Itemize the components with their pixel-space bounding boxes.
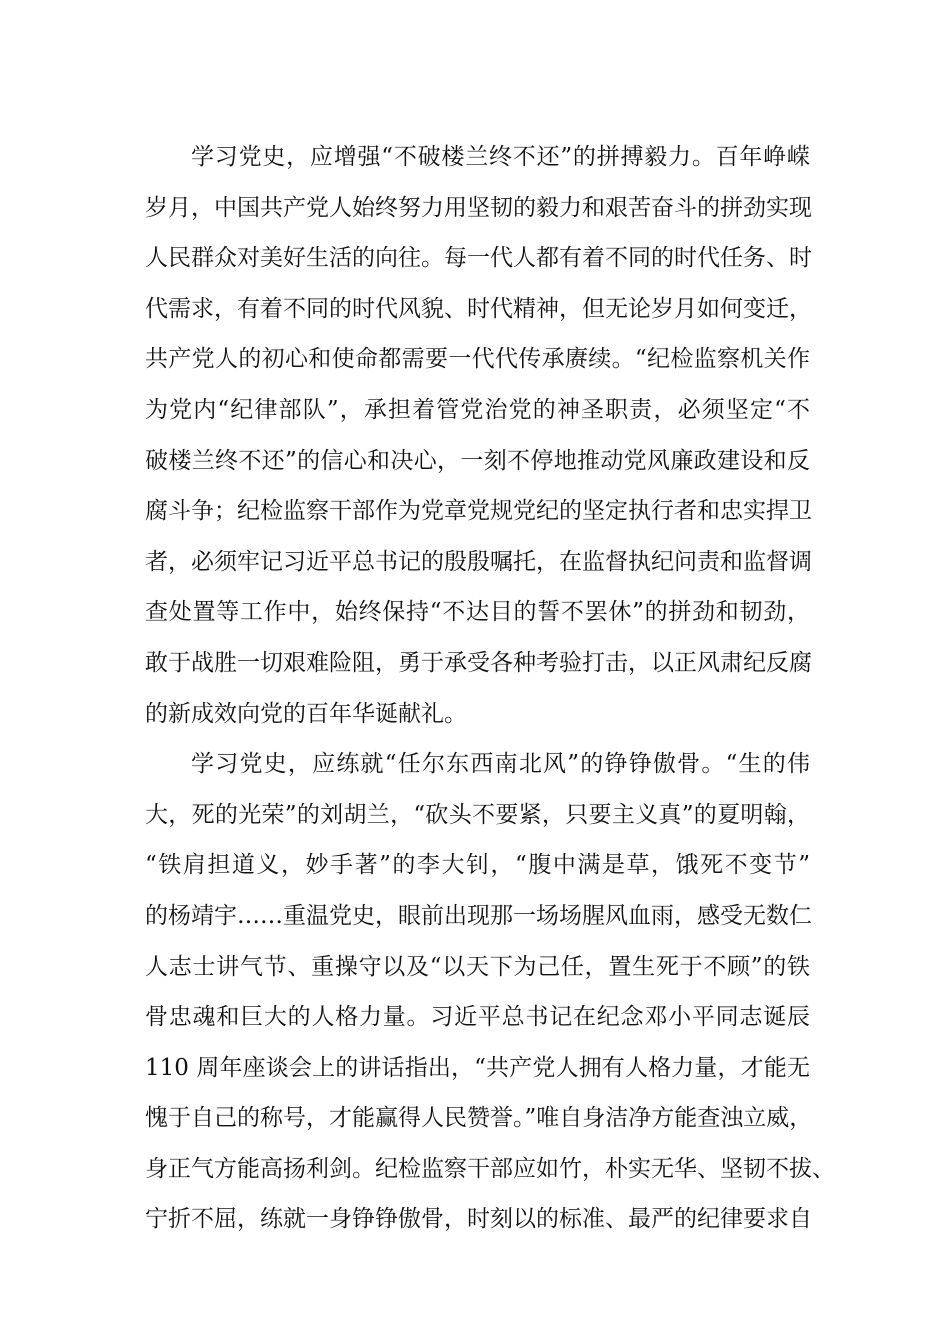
text-line: 人志士讲气节、重操守以及“以天下为己任，置生死于不顾”的铁 (145, 953, 810, 980)
text-line: 破楼兰终不还”的信心和决心，一刻不停地推动党风廉政建设和反 (145, 447, 810, 474)
text-line: 岁月，中国共产党人始终努力用坚韧的毅力和艰苦奋斗的拼劲实现 (145, 194, 812, 221)
text-line: 的新成效向党的百年华诞献礼。 (145, 700, 467, 727)
document-body (145, 132, 835, 1245)
text-line: 共产党人的初心和使命都需要一代代传承赓续。“纪检监察机关作 (145, 346, 810, 373)
text-line: 学习党史，应练就“任尔东西南北风”的铮铮傲骨。“生的伟 (191, 751, 810, 778)
text-line: 腐斗争；纪检监察干部作为党章党规党纪的坚定执行者和忠实捍卫 (145, 498, 812, 525)
text-line: 身正气方能高扬利剑。纪检监察干部应如竹，朴实无华、坚韧不拔、 (145, 1155, 835, 1182)
text-line: 宁折不屈，练就一身铮铮傲骨，时刻以的标准、最严的纪律要求自 (145, 1206, 812, 1233)
text-line: 110 周年座谈会上的讲话指出，“共产党人拥有人格力量，才能无 (145, 1054, 810, 1081)
text-line: 者，必须牢记习近平总书记的殷殷嘱托，在监督执纪问责和监督调 (145, 548, 812, 575)
text-line: 代需求，有着不同的时代风貌、时代精神，但无论岁月如何变迁， (145, 295, 812, 322)
text-line: 人民群众对美好生活的向往。每一代人都有着不同的时代任务、时 (145, 245, 812, 272)
text-line: “铁肩担道义，妙手著”的李大钊，“腹中满是草，饿死不变节” (145, 852, 810, 879)
text-line: 大，死的光荣”的刘胡兰，“砍头不要紧，只要主义真”的夏明翰， (145, 801, 810, 828)
text-line: 为党内“纪律部队”，承担着管党治党的神圣职责，必须坚定“不 (145, 396, 810, 423)
paragraph-2 (145, 739, 835, 1245)
text-line: 的杨靖宇……重温党史，眼前出现那一场场腥风血雨，感受无数仁 (145, 902, 812, 929)
text-line: 骨忠魂和巨大的人格力量。习近平总书记在纪念邓小平同志诞辰 (145, 1004, 810, 1031)
text-line: 愧于自己的称号，才能赢得人民赞誉。”唯自身洁净方能查浊立威， (145, 1105, 813, 1132)
text-line: 敢于战胜一切艰难险阻，勇于承受各种考验打击，以正风肃纪反腐 (145, 649, 812, 676)
paragraph-1 (145, 132, 810, 739)
text-line: 查处置等工作中，始终保持“不达目的誓不罢休”的拼劲和韧劲， (145, 599, 810, 626)
text-line: 学习党史，应增强“不破楼兰终不还”的拼搏毅力。百年峥嵘 (191, 144, 810, 170)
